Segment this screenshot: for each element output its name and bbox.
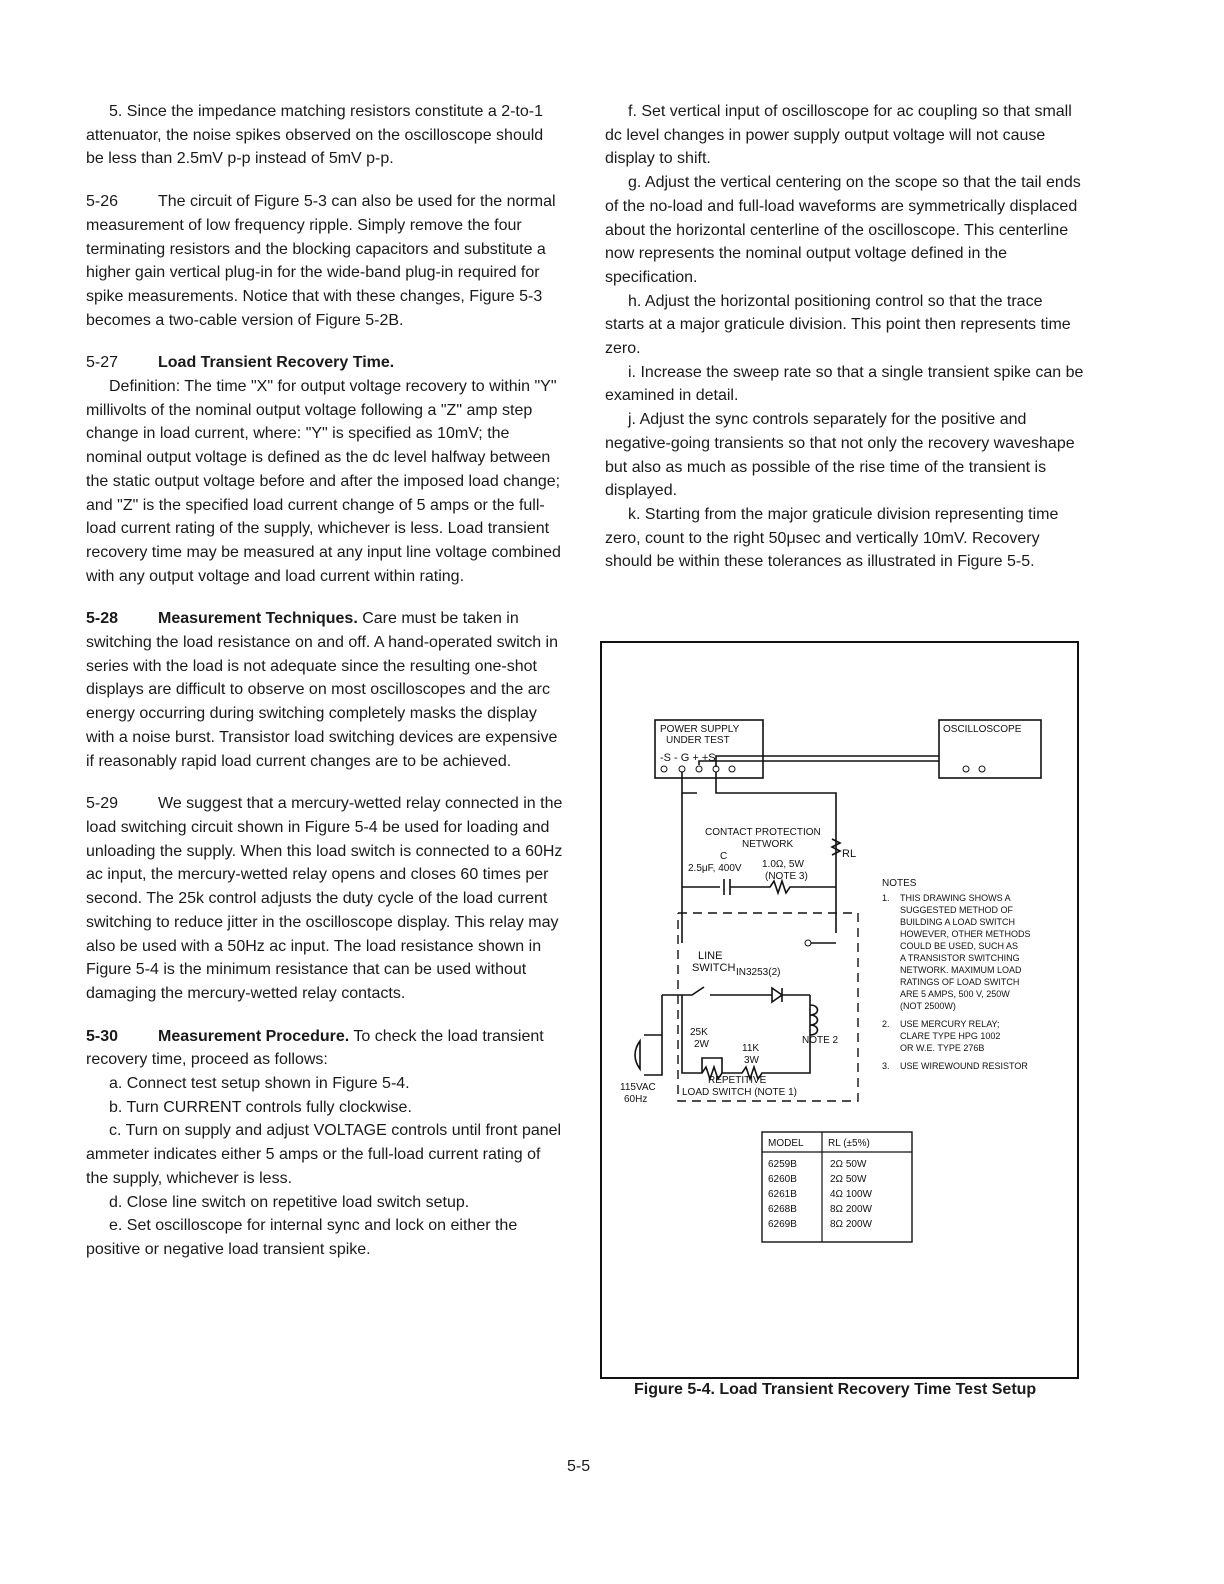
resistor2-label-2: 3W [744, 1055, 759, 1066]
scope-ground-terminal [979, 766, 985, 772]
section-5-27-heading [86, 351, 564, 375]
table-cell-model: 6260B [768, 1174, 797, 1185]
line-switch-label-1: LINE [698, 950, 723, 962]
note-line: SUGGESTED METHOD OF [900, 905, 1014, 915]
step-b: b. Turn CURRENT controls fully clockwise. [109, 1098, 412, 1116]
table-cell-model: 6269B [768, 1219, 797, 1230]
section-text: We suggest that a mercury-wetted relay connected in the load switching circuit shown in Figure 5-4 be used for loading and unloading the supply. When this load switch is connected to a 60Hz ac input, the mercury-wetted relay opens and closes 60 times per second. The 25k control adjusts the duty cycle of the load current switching to reduce jitter in the oscilloscope display. This relay may also be used with a 50Hz ac input. The load resistance shown in Figure 5-4 is the minimum resistance that can be used without damaging the mercury-wetted relay contacts. [86, 795, 563, 1002]
left-column [86, 100, 564, 1262]
table-cell-model: 6259B [768, 1159, 797, 1170]
repetitive-label-2: LOAD SWITCH (NOTE 1) [682, 1087, 798, 1098]
note-line: BUILDING A LOAD SWITCH [900, 917, 1016, 927]
note-line: NETWORK. MAXIMUM LOAD [900, 965, 1022, 975]
capacitor-label-2: 2.5μF, 400V [688, 863, 742, 874]
load-resistor-label: RL [842, 848, 857, 860]
line-switch-and-diode [662, 987, 810, 1002]
step-i: i. Increase the sweep rate so that a single transient spike can be examined in detail. [605, 363, 1084, 405]
table-cell-model: 6261B [768, 1189, 797, 1200]
section-5-29 [86, 792, 564, 1005]
terminal-pos-sense [729, 766, 735, 772]
ac-source-label-1: 115VAC [620, 1082, 656, 1093]
step-k: k. Starting from the major graticule division representing time zero, count to the right 50μsec and vertically 10mV. Recovery should be within these tolerances as illustrated in Figure 5-5. [605, 505, 1059, 571]
item-5: 5. Since the impedance matching resistors constitute a 2-to-1 attenuator, the noise spikes observed on the oscilloscope should be less than 2.5mV p-p instead of 5mV p-p. [86, 103, 544, 168]
note-2-label: NOTE 2 [802, 1035, 839, 1046]
step-e: e. Set oscilloscope for internal sync and lock on either the positive or negative load transient spike. [86, 1217, 518, 1258]
step-j: j. Adjust the sync controls separately for the positive and negative-going transients so that not only the recovery waveshape but also as much as possible of the rise time of the transient is displayed. [605, 411, 1075, 500]
section-5-30 [86, 1025, 564, 1072]
terminal-neg [679, 766, 685, 772]
power-supply-label-2: UNDER TEST [666, 735, 730, 746]
note-1 [882, 893, 1031, 1011]
wire-neg [682, 772, 697, 793]
note-3 [882, 1061, 1028, 1071]
relay-contact [805, 940, 811, 946]
oscilloscope-label: OSCILLOSCOPE [943, 724, 1022, 735]
section-5-26 [86, 190, 564, 332]
note-line: A TRANSISTOR SWITCHING [900, 953, 1020, 963]
section-number: 5-28 [86, 610, 119, 628]
figure-caption: Figure 5-4. Load Transient Recovery Time Test Setup [634, 1381, 1037, 1398]
model-table [762, 1132, 912, 1242]
section-number: 5-29 [86, 795, 119, 813]
step-d: d. Close line switch on repetitive load switch setup. [109, 1193, 470, 1211]
page-number: 5-5 [567, 1458, 591, 1475]
wire-pos-to-load [716, 772, 836, 819]
line-switch-label-2: SWITCH [692, 962, 736, 974]
repetitive-label-1: REPETITIVE [708, 1075, 767, 1086]
section-number: 5-30 [86, 1027, 119, 1045]
section-heading: Measurement Procedure. [158, 1027, 350, 1045]
step-h: h. Adjust the horizontal positioning control so that the trace starts at a major graticule division. This point then represents time zero. [605, 292, 1071, 358]
schematic-diagram [602, 643, 1077, 1377]
wire-into-switch [682, 887, 836, 943]
note-line: RATINGS OF LOAD SWITCH [900, 977, 1020, 987]
figure-5-4 [600, 641, 1079, 1379]
contact-protection-label-1: CONTACT PROTECTION [705, 827, 821, 838]
pot-label-1: 25K [690, 1027, 708, 1038]
ac-plug [635, 995, 662, 1075]
step-c: c. Turn on supply and adjust VOLTAGE controls until front panel ammeter indicates either 5 amps or the full-load current rating of the supply, whichever is less. [86, 1122, 562, 1187]
terminal-labels: -S - G + +S [660, 752, 716, 764]
rc-snubber [682, 879, 836, 895]
table-cell-rl: 8Ω 200W [830, 1204, 872, 1215]
note-line: (NOT 2500W) [900, 1001, 956, 1011]
right-column [605, 100, 1085, 574]
section-number: 5-27 [86, 354, 119, 372]
table-cell-rl: 2Ω 50W [830, 1159, 867, 1170]
section-5-28 [86, 607, 564, 773]
table-header-rl: RL (±5%) [828, 1138, 870, 1149]
section-text: To check the load transient recovery time, proceed as follows: [86, 1027, 544, 1069]
section-heading: Measurement Techniques. [158, 610, 358, 628]
diode-label: IN3253(2) [736, 967, 781, 978]
note-line: USE MERCURY RELAY; [900, 1019, 1000, 1029]
step-f: f. Set vertical input of oscilloscope for ac coupling so that small dc level changes in power supply output voltage will not cause display to shift. [605, 103, 1072, 168]
section-5-27-definition: Definition: The time "X" for output voltage recovery to within "Y" millivolts of the nominal output voltage following a "Z" amp step change in load current, where: "Y" is specified as 10mV; the nominal output voltage is defined as the dc level halfway between the static output voltage before and after the imposed load change; and "Z" is the specified load current change of 5 amps or the full-load current rating of the supply, whichever is less. Load transient recovery time may be measured at any input line voltage combined with any output voltage and load current within rating. [86, 378, 561, 585]
note-line: USE WIREWOUND RESISTOR [900, 1061, 1028, 1071]
resistor2-label-1: 11K [742, 1043, 760, 1054]
note-2 [882, 1019, 1000, 1053]
note-line: OR W.E. TYPE 276B [900, 1043, 985, 1053]
notes-title: NOTES [882, 878, 917, 889]
table-cell-rl: 4Ω 100W [830, 1189, 872, 1200]
terminal-ground [696, 766, 702, 772]
resistor-label-1: 1.0Ω, 5W [762, 859, 804, 870]
table-cell-rl: 8Ω 200W [830, 1219, 872, 1230]
table-cell-rl: 2Ω 50W [830, 1174, 867, 1185]
capacitor-label-1: C [720, 851, 728, 862]
power-supply-label-1: POWER SUPPLY [660, 724, 740, 735]
pot-label-2: 2W [694, 1039, 709, 1050]
note-number: 1. [882, 893, 890, 903]
resistor-label-2: (NOTE 3) [765, 871, 808, 882]
ac-source-label-2: 60Hz [624, 1094, 648, 1105]
section-number: 5-26 [86, 193, 119, 211]
step-a: a. Connect test setup shown in Figure 5-4. [109, 1075, 410, 1093]
note-line: CLARE TYPE HPG 1002 [900, 1031, 1001, 1041]
section-text: The circuit of Figure 5-3 can also be used for the normal measurement of low frequency ripple. Simply remove the four terminating resistors and the blocking capacitors and substitute a higher gain vertical plug-in for the wide-band plug-in required for spike measurements. Notice that with these changes, Figure 5-3 becomes a two-cable version of Figure 5-2B. [86, 193, 556, 329]
note-line: HOWEVER, OTHER METHODS [900, 929, 1031, 939]
note-line: ARE 5 AMPS, 500 V, 250W [900, 989, 1010, 999]
terminal-neg-sense [661, 766, 667, 772]
wire-to-scope-2 [699, 761, 939, 765]
note-line: THIS DRAWING SHOWS A [900, 893, 1011, 903]
contact-protection-label-2: NETWORK [742, 839, 794, 850]
table-cell-model: 6268B [768, 1204, 797, 1215]
relay-coil [810, 995, 818, 1038]
table-header-model: MODEL [768, 1138, 804, 1149]
step-g: g. Adjust the vertical centering on the scope so that the tail ends of the no-load and full-load waveforms are symmetrically displaced about the horizontal centerline of the oscilloscope. This centerline now represents the nominal output voltage defined in the specification. [605, 174, 1081, 286]
note-number: 3. [882, 1061, 890, 1071]
note-line: COULD BE USED, SUCH AS [900, 941, 1019, 951]
section-text: Care must be taken in switching the load resistance on and off. A hand-operated switch in series with the load is not adequate since the resulting one-shot displays are difficult to observe on most oscilloscopes and the arc energy occurring during switching completely masks the display with a noise burst. Transistor load switching devices are expensive if reasonably rapid load current changes are to be achieved. [86, 610, 559, 770]
scope-input-terminal [963, 766, 969, 772]
section-heading: Load Transient Recovery Time. [158, 354, 395, 372]
note-number: 2. [882, 1019, 890, 1029]
